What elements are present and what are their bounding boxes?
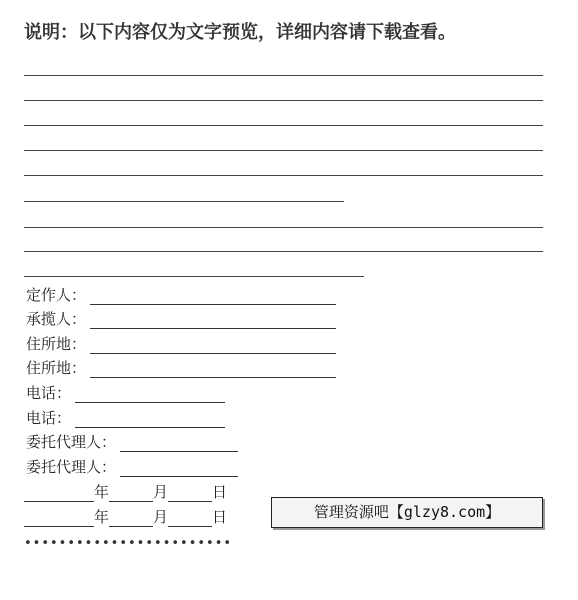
year-blank: [24, 485, 94, 502]
undertaker-blank: [90, 312, 336, 329]
agent-field-undertaker: [26, 457, 238, 477]
undertaker-field: [26, 309, 336, 329]
ellipsis-dots: ••••••••••••••••••••••••: [24, 536, 233, 551]
month-unit: 月: [153, 508, 169, 526]
blank-line: [24, 201, 344, 202]
month-blank: [109, 510, 153, 527]
agent-field-contractor: [26, 432, 238, 452]
day-blank: [168, 510, 212, 527]
day-unit: 日: [212, 483, 228, 501]
address-field-undertaker: [26, 358, 336, 378]
phone-field-undertaker: [26, 408, 225, 428]
blank-line: [24, 175, 543, 176]
agent-label: 委托代理人：: [26, 433, 117, 451]
month-blank: [109, 485, 153, 502]
agent-blank: [120, 460, 238, 477]
month-unit: 月: [153, 483, 169, 501]
contractor-field: [26, 285, 336, 305]
year-blank: [24, 510, 94, 527]
phone-label: 电话：: [26, 384, 72, 402]
phone-blank: [75, 411, 225, 428]
agent-label: 委托代理人：: [26, 458, 117, 476]
address-blank: [90, 337, 336, 354]
phone-label: 电话：: [26, 409, 72, 427]
blank-line: [24, 100, 543, 101]
agent-blank: [120, 435, 238, 452]
address-blank: [90, 361, 336, 378]
day-unit: 日: [212, 508, 228, 526]
year-unit: 年: [94, 508, 110, 526]
blank-line: [24, 150, 543, 151]
date-line-undertaker: [24, 507, 227, 527]
preview-notice: 说明：以下内容仅为文字预览，详细内容请下载查看。: [24, 22, 456, 43]
contractor-label: 定作人：: [26, 286, 87, 304]
blank-line: [24, 251, 543, 252]
blank-line: [24, 75, 543, 76]
address-field-contractor: [26, 334, 336, 354]
phone-field-contractor: [26, 383, 225, 403]
contractor-blank: [90, 288, 336, 305]
blank-line: [24, 276, 364, 277]
day-blank: [168, 485, 212, 502]
blank-line: [24, 227, 543, 228]
phone-blank: [75, 386, 225, 403]
year-unit: 年: [94, 483, 110, 501]
date-line-contractor: [24, 482, 227, 502]
address-label: 住所地：: [26, 335, 87, 353]
source-link-button[interactable]: 管理资源吧【glzy8.com】: [271, 497, 543, 528]
blank-line: [24, 125, 543, 126]
address-label: 住所地：: [26, 359, 87, 377]
undertaker-label: 承揽人：: [26, 310, 87, 328]
